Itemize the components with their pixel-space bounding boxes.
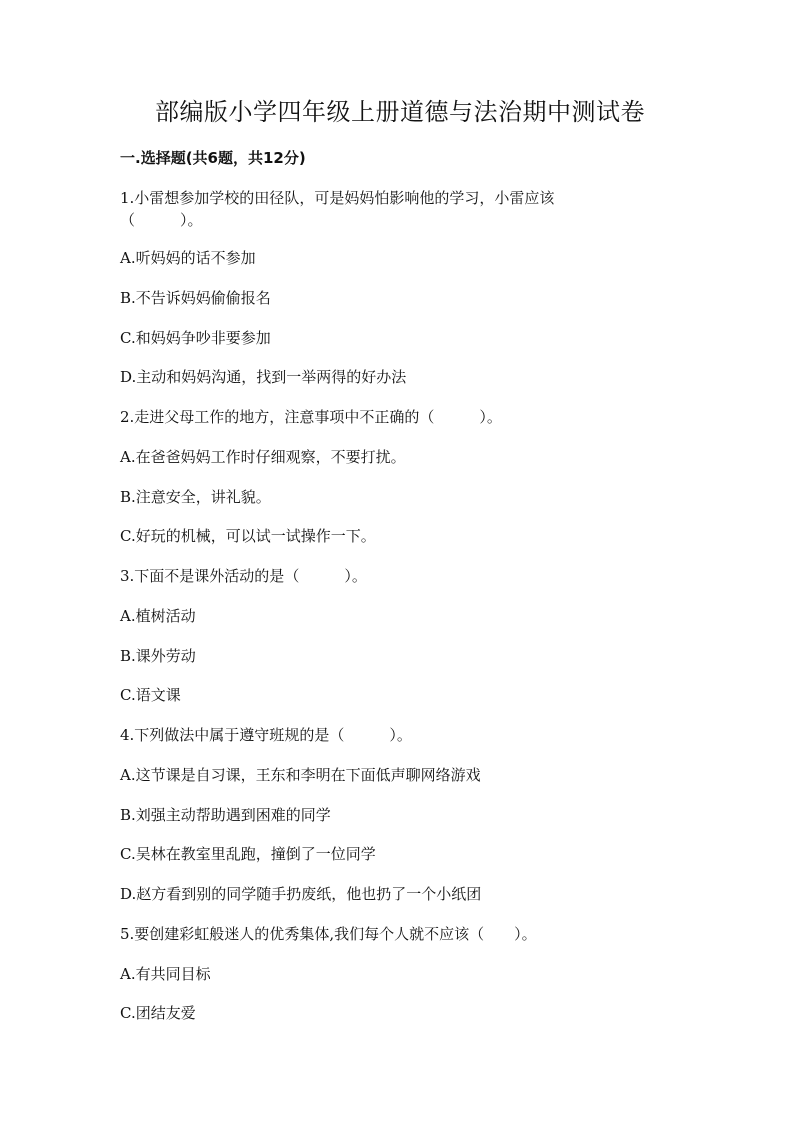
question-4-option-c: C.吴林在教室里乱跑，撞倒了一位同学 — [120, 845, 376, 863]
question-1-option-a: A.听妈妈的话不参加 — [120, 249, 256, 267]
question-1-stem: 1.小雷想参加学校的田径队，可是妈妈怕影响他的学习，小雷应该 — [120, 189, 555, 207]
question-1-option-d: D.主动和妈妈沟通，找到一举两得的好办法 — [120, 368, 407, 386]
question-5-option-c: C.团结友爱 — [120, 1004, 196, 1022]
question-2-option-c: C.好玩的机械，可以试一试操作一下。 — [120, 527, 376, 545]
question-1-option-b: B.不告诉妈妈偷偷报名 — [120, 289, 271, 307]
question-5-option-a: A.有共同目标 — [120, 965, 211, 983]
question-3-stem: 3.下面不是课外活动的是（ ）。 — [120, 567, 367, 585]
question-3-option-c: C.语文课 — [120, 686, 181, 704]
question-4-option-d: D.赵方看到别的同学随手扔废纸，他也扔了一个小纸团 — [120, 885, 482, 903]
question-2-stem: 2.走进父母工作的地方，注意事项中不正确的（ ）。 — [120, 408, 502, 426]
section-heading: 一.选择题(共6题，共12分) — [120, 149, 306, 167]
question-3-option-b: B.课外劳动 — [120, 647, 196, 665]
page-title: 部编版小学四年级上册道德与法治期中测试卷 — [155, 98, 645, 126]
question-2-option-a: A.在爸爸妈妈工作时仔细观察，不要打扰。 — [120, 448, 406, 466]
question-3-option-a: A.植树活动 — [120, 607, 196, 625]
question-1-option-c: C.和妈妈争吵非要参加 — [120, 329, 271, 347]
question-1-blank: （ ）。 — [120, 211, 203, 229]
question-5-stem: 5.要创建彩虹般迷人的优秀集体,我们每个人就不应该（ ）。 — [120, 925, 537, 943]
question-4-option-a: A.这节课是自习课，王东和李明在下面低声聊网络游戏 — [120, 766, 481, 784]
question-4-option-b: B.刘强主动帮助遇到困难的同学 — [120, 806, 331, 824]
question-4-stem: 4.下列做法中属于遵守班规的是（ ）。 — [120, 726, 412, 744]
question-2-option-b: B.注意安全，讲礼貌。 — [120, 488, 271, 506]
